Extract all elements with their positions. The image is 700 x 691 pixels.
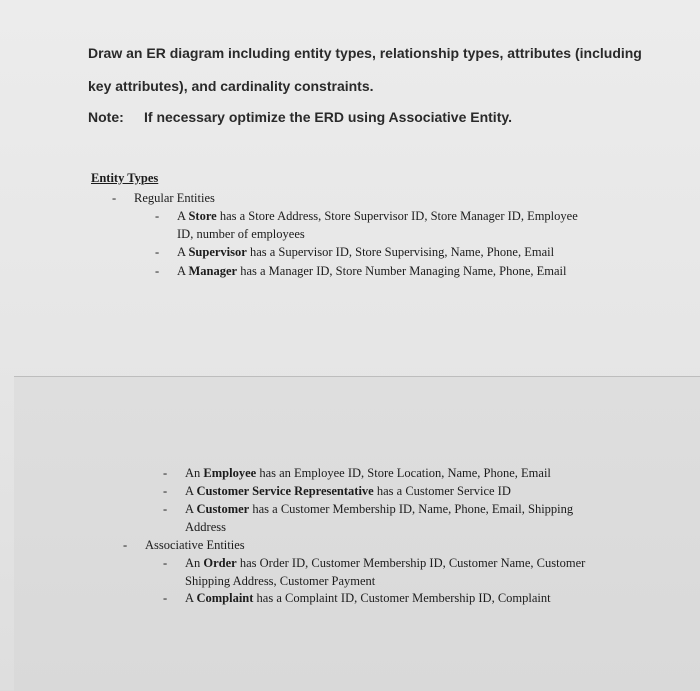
complaint-entity-name: Complaint [196, 591, 254, 605]
employee-entity-line [185, 465, 551, 481]
employee-entity-name: Employee [203, 466, 257, 480]
bullet-dash: - [123, 538, 128, 552]
supervisor-entity-name: Supervisor [188, 245, 247, 259]
article: A [185, 591, 197, 605]
regular-entities-label: Regular Entities [134, 191, 215, 205]
order-entity-name: Order [203, 556, 237, 570]
supervisor-attributes: has a Supervisor ID, Store Supervising, Name, Phone, Email [246, 245, 555, 259]
bullet-dash: - [163, 466, 168, 480]
note-label: Note: [88, 109, 124, 125]
order-attributes: has Order ID, Customer Membership ID, Customer Name, Customer [236, 556, 586, 570]
order-entity-line-1 [185, 555, 585, 571]
article: A [177, 264, 189, 278]
manager-entity-line [177, 263, 567, 279]
bullet-dash: - [163, 556, 168, 570]
csr-attributes: has a Customer Service ID [373, 484, 511, 498]
manager-entity-name: Manager [188, 264, 238, 278]
bullet-dash: - [163, 484, 168, 498]
customer-attributes: has a Customer Membership ID, Name, Phone, Email, Shipping [249, 502, 574, 516]
csr-entity-line [185, 483, 511, 499]
manager-attributes: has a Manager ID, Store Number Managing Name, Phone, Email [237, 264, 567, 278]
associative-entities-label: Associative Entities [145, 538, 245, 552]
entity-types-title: Entity Types [91, 171, 159, 185]
bullet-dash: - [112, 191, 117, 205]
bullet-dash: - [155, 264, 160, 278]
instruction-line-1: Draw an ER diagram including entity types, relationship types, attributes (including [88, 45, 642, 61]
note-text: If necessary optimize the ERD using Associative Entity. [144, 109, 512, 125]
store-attributes: has a Store Address, Store Supervisor ID, Store Manager ID, Employee [216, 209, 578, 223]
customer-entity-name: Customer [196, 502, 250, 516]
supervisor-entity-line [177, 244, 554, 260]
employee-attributes: has an Employee ID, Store Location, Name, Phone, Email [256, 466, 551, 480]
bullet-dash: - [163, 502, 168, 516]
instruction-line-2: key attributes), and cardinality constraints. [88, 78, 374, 94]
order-entity-line-2: Shipping Address, Customer Payment [185, 574, 376, 588]
article: A [185, 502, 197, 516]
bullet-dash: - [163, 591, 168, 605]
bullet-dash: - [155, 209, 160, 223]
second-page [14, 376, 700, 691]
store-entity-line-1 [177, 208, 578, 224]
csr-entity-name: Customer Service Representative [196, 484, 374, 498]
article: A [185, 484, 197, 498]
store-entity-name: Store [188, 209, 217, 223]
complaint-attributes: has a Complaint ID, Customer Membership ID, Complaint [253, 591, 551, 605]
article: An [185, 556, 204, 570]
article: A [177, 245, 189, 259]
store-entity-line-2: ID, number of employees [177, 227, 305, 241]
customer-entity-line-1 [185, 501, 573, 517]
complaint-entity-line [185, 590, 551, 606]
article: A [177, 209, 189, 223]
bullet-dash: - [155, 245, 160, 259]
article: An [185, 466, 204, 480]
customer-entity-line-2: Address [185, 520, 226, 534]
